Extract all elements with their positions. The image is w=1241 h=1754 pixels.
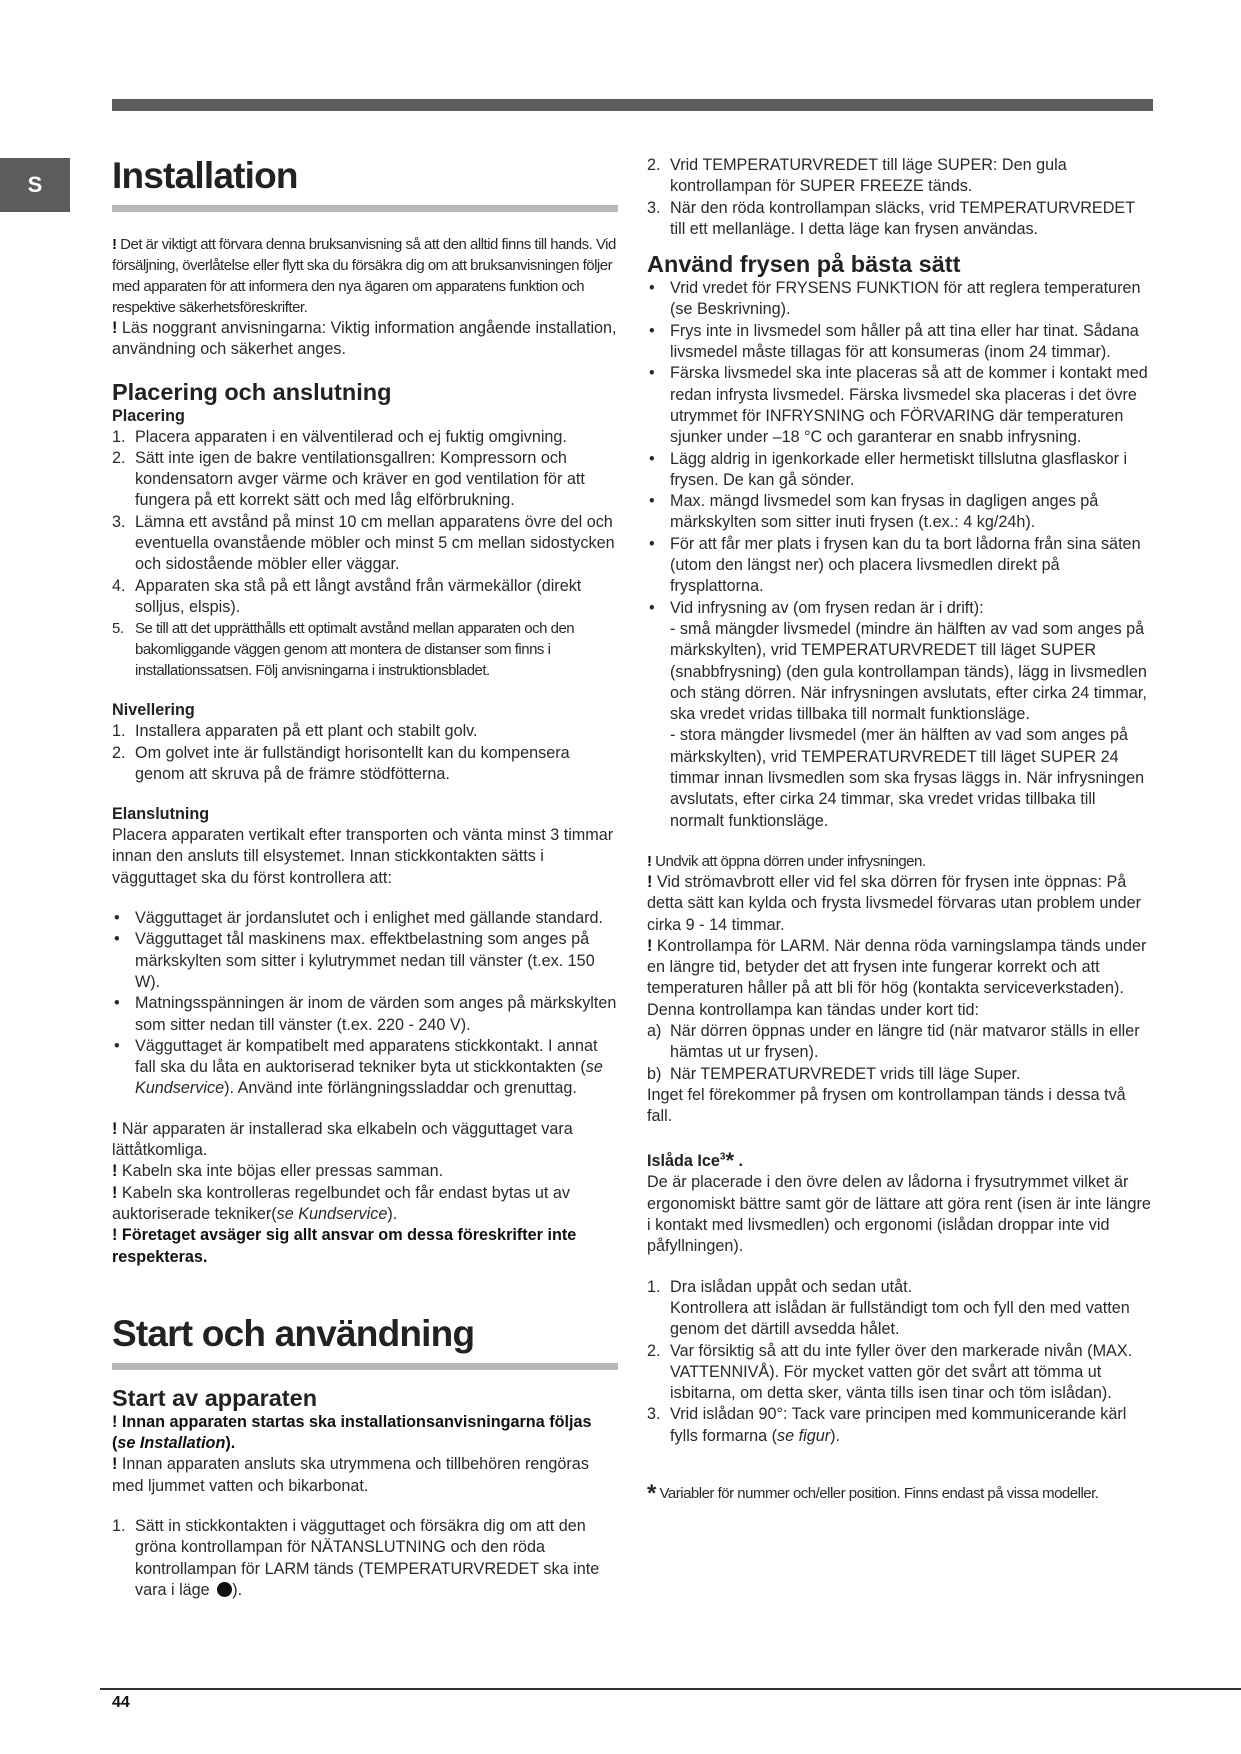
note-text: Kontrollampa för LARM. När denna röda varningslampa tänds under en längre tid, betyder det att frysen inte fungerar korrekt och att temperaturen håller på att bli för hög (kontakta serviceverkstaden). bbox=[647, 936, 1147, 998]
list-number: 2. bbox=[647, 156, 661, 174]
bullet-item bbox=[647, 598, 1153, 832]
placering-list bbox=[112, 427, 618, 682]
list-letter: b) bbox=[647, 1064, 662, 1083]
bullet-mark: • bbox=[649, 598, 655, 617]
bullet-mark: • bbox=[649, 534, 655, 553]
warning-text: Kabeln ska kontrolleras regelbundet och får endast bytas ut av auktoriserade tekniker( bbox=[112, 1183, 571, 1223]
list-number: 4. bbox=[112, 576, 126, 595]
left-column bbox=[112, 152, 618, 1601]
list-item bbox=[647, 198, 1153, 241]
kundservice-reference: se Kundservice bbox=[276, 1204, 388, 1223]
ice-title-text: Islåda Ice bbox=[647, 1152, 720, 1171]
warning-cable-access bbox=[112, 1119, 618, 1162]
footnote-text: Variabler för nummer och/eller position. Finns endast på vissa modeller. bbox=[655, 1485, 1099, 1503]
list-number: 2. bbox=[112, 743, 126, 762]
alarm-cases-summary: Inget fel förekommer på frysen om kontrollampan tänds i dessa två fall. bbox=[647, 1085, 1126, 1126]
list-number: 1. bbox=[112, 1516, 126, 1535]
start-cleaning-note bbox=[112, 1454, 618, 1497]
list-item bbox=[647, 1277, 1153, 1341]
list-item bbox=[112, 448, 618, 512]
bullet-mark: • bbox=[649, 321, 655, 340]
bullet-mark: • bbox=[649, 492, 655, 511]
ice-title bbox=[647, 1148, 1153, 1174]
bullet-item bbox=[112, 993, 618, 1036]
list-text: Var försiktig så att du inte fyller över den markerade nivån (MAX. VATTENNIVÅ). För mycket vatten gör det svårt att tömma ut isbitarna, om detta sker, vänta tills isen tinar och töm islådan). bbox=[670, 1341, 1133, 1403]
frysen-title: Använd frysen på bästa sätt bbox=[647, 251, 961, 278]
bullet-text: Lägg aldrig in igenkorkade eller hermetiskt tillslutna glasflaskor i frysen. De kan gå sönder. bbox=[670, 449, 1128, 489]
list-item bbox=[647, 1064, 1153, 1085]
alarm-lamp-continuation: Denna kontrollampa kan tändas under kort tid: bbox=[647, 1000, 980, 1019]
exclamation-mark: ! bbox=[647, 872, 653, 891]
list-item bbox=[112, 1516, 618, 1601]
list-text: När TEMPERATURVREDET vrids till läge Super. bbox=[670, 1064, 1021, 1083]
nivellering-title: Nivellering bbox=[112, 701, 195, 720]
installation-reference: se Installation bbox=[117, 1434, 226, 1453]
list-text: Placera apparaten i en välventilerad och ej fuktig omgivning. bbox=[135, 427, 567, 446]
ice-title-superscript: 3 bbox=[719, 1152, 726, 1164]
start-bold-text: ! Innan apparaten startas ska installationsanvisningarna följas ( bbox=[112, 1412, 592, 1453]
exclamation-mark: ! bbox=[112, 1119, 118, 1138]
warning-text-end: ). bbox=[387, 1204, 398, 1223]
placering-title: Placering och anslutning bbox=[112, 378, 392, 405]
bullet-text: Matningsspänningen är inom de värden som anges på märkskylten som sitter nedan till vänster (t.ex. 220 - 240 V). bbox=[135, 994, 617, 1034]
bullet-text-end: ). Använd inte förlängningssladdar och grenuttag. bbox=[224, 1079, 577, 1098]
bullet-item bbox=[647, 278, 1153, 321]
bullet-mark: • bbox=[114, 930, 120, 949]
ice-description: De är placerade i den övre delen av lådorna i frysutrymmet vilket är ergonomiskt bättre samt gör de lättare att göra rent (isen är inte längre i kontakt med livsmedlen) och ergonomi (islådan droppar inte vid påfyllningen). bbox=[647, 1173, 1151, 1256]
figure-reference: se figur bbox=[777, 1426, 831, 1445]
list-text: När den röda kontrollampan släcks, vrid TEMPERATURVREDET till ett mellanläge. I detta läge kan frysen användas. bbox=[670, 198, 1135, 238]
frysen-bullets bbox=[647, 278, 1153, 832]
list-text: När dörren öppnas under en längre tid (när matvaror ställs in eller hämtas ut ur frysen). bbox=[670, 1021, 1140, 1062]
elanslutning-intro: Placera apparaten vertikalt efter transporten och vänta minst 3 timmar innan den ansluts till elsystemet. Innan stickkontakten sätts i vägguttaget ska du först kontrollera att: bbox=[112, 826, 614, 887]
start-title-rule bbox=[112, 1363, 618, 1370]
bullet-item bbox=[647, 321, 1153, 364]
list-text: Dra islådan uppåt och sedan utåt. bbox=[670, 1277, 913, 1296]
list-number: 2. bbox=[647, 1341, 661, 1360]
nivellering-list bbox=[112, 721, 618, 785]
exclamation-mark: ! bbox=[112, 236, 117, 253]
list-number: 5. bbox=[112, 620, 124, 638]
note-avoid-opening bbox=[647, 851, 1153, 872]
list-text: Apparaten ska stå på ett långt avstånd från värmekällor (direkt solljus, elspis). bbox=[135, 576, 582, 616]
elanslutning-bullets bbox=[112, 908, 618, 1100]
exclamation-mark: ! bbox=[647, 936, 653, 955]
list-text: Sätt in stickkontakten i vägguttaget och försäkra dig om att den gröna kontrollampan för NÄTANSLUTNING och den röda kontrollampan för LARM tänds (TEMPERATURVREDET ska inte vara i läge bbox=[135, 1516, 600, 1599]
language-tab-label: S bbox=[27, 172, 43, 197]
installation-title-rule bbox=[112, 205, 618, 212]
warning-cable-check bbox=[112, 1183, 618, 1226]
exclamation-mark: ! bbox=[112, 1455, 118, 1474]
bullet-text: Vrid vredet för FRYSENS FUNKTION för att reglera temperaturen (se Beskrivning). bbox=[670, 279, 1141, 319]
footer-rule bbox=[100, 1688, 1241, 1690]
list-text: Sätt inte igen de bakre ventilationsgallren: Kompressorn och kondensatorn avger värme och kräver en god ventilation för att fungera på ett korrekt sätt och med låg elförbrukning. bbox=[135, 448, 585, 510]
bullet-text: Vid infrysning av (om frysen redan är i drift): bbox=[670, 598, 984, 617]
list-text: Vrid islådan 90°: Tack vare principen med kommunicerande kärl fylls formarna ( bbox=[670, 1405, 1127, 1445]
start-bold-text-end: ). bbox=[225, 1434, 236, 1453]
off-position-icon bbox=[217, 1582, 232, 1597]
list-item bbox=[112, 721, 618, 742]
list-number: 3. bbox=[647, 1405, 661, 1424]
note-text: Vid strömavbrott eller vid fel ska dörren för frysen inte öppnas: På detta sätt kan kylda och frysta livsmedel förvaras utan problem under cirka 9 - 14 timmar. bbox=[647, 872, 1141, 934]
list-item bbox=[112, 512, 618, 576]
bullet-item bbox=[647, 363, 1153, 448]
list-number: 3. bbox=[112, 512, 126, 531]
exclamation-mark: ! bbox=[647, 852, 652, 870]
list-text: Om golvet inte är fullständigt horisontellt kan du kompensera genom att skruva på de främre stödfötterna. bbox=[135, 743, 570, 783]
list-item bbox=[647, 1341, 1153, 1405]
list-number: 2. bbox=[112, 448, 126, 467]
start-list bbox=[112, 1516, 618, 1601]
list-number: 1. bbox=[647, 1277, 661, 1296]
list-item bbox=[112, 743, 618, 786]
bullet-mark: • bbox=[114, 994, 120, 1013]
bullet-mark: • bbox=[114, 1036, 120, 1055]
bullet-item bbox=[112, 908, 618, 929]
bullet-text: Vägguttaget är jordanslutet och i enlighet med gällande standard. bbox=[135, 909, 603, 928]
elanslutning-title: Elanslutning bbox=[112, 805, 210, 824]
list-letter: a) bbox=[647, 1021, 662, 1040]
bullet-text: Vägguttaget tål maskinens max. effektbelastning som anges på märkskylten som sitter i kylutrymmet nedan till vänster (t.ex. 150 W). bbox=[135, 930, 595, 991]
list-text-end: ). bbox=[232, 1580, 243, 1599]
top-rule bbox=[112, 99, 1153, 111]
list-item bbox=[647, 1404, 1153, 1447]
kundservice-reference: se Kundservice bbox=[135, 1058, 603, 1098]
list-item bbox=[647, 155, 1153, 198]
warning-cable-bend bbox=[112, 1161, 618, 1182]
right-column bbox=[647, 155, 1153, 1506]
page-number: 44 bbox=[112, 1694, 130, 1711]
installation-title: Installation bbox=[112, 155, 298, 196]
list-number: 1. bbox=[112, 427, 126, 446]
bullet-text: För att får mer plats i frysen kan du ta bort lådorna från sina säten (utom den längst ner) och placera livsmedlen direkt på frysplattorna. bbox=[670, 534, 1141, 596]
large-quantity-instruction: - stora mängder livsmedel (mer än hälften av vad som anges på märkskylten), vrid TEMPERATURVREDET till läget SUPER 24 timmar innan livsmedlen som ska frysas läggs in. När infrysningen avslutats, efter cirka 24 timmar, ska vredet vridas tillbaka till normalt funktionsläge. bbox=[670, 726, 1145, 830]
exclamation-mark: ! bbox=[112, 319, 118, 337]
ice-title-end: . bbox=[734, 1152, 744, 1171]
bullet-mark: • bbox=[649, 449, 655, 468]
disclaimer: ! Företaget avsäger sig allt ansvar om dessa föreskrifter inte respekteras. bbox=[112, 1226, 577, 1266]
language-tab bbox=[0, 158, 70, 212]
note-text: Undvik att öppna dörren under infrysningen. bbox=[651, 852, 926, 870]
list-item bbox=[112, 427, 618, 448]
bullet-text: Max. mängd livsmedel som kan frysas in dagligen anges på märkskylten som sitter inuti frysen (t.ex.: 4 kg/24h). bbox=[670, 492, 1099, 532]
start-list-continued bbox=[647, 155, 1153, 240]
bullet-mark: • bbox=[649, 364, 655, 383]
start-cleaning-text: Innan apparaten ansluts ska utrymmena och tillbehören rengöras med ljummet vatten och bikarbonat. bbox=[112, 1455, 589, 1495]
start-subtitle: Start av apparaten bbox=[112, 1384, 318, 1411]
exclamation-mark: ! bbox=[112, 1183, 118, 1202]
placering-subtitle: Placering bbox=[112, 406, 185, 425]
bullet-mark: • bbox=[114, 909, 120, 928]
intro-warning-2-text: Läs noggrant anvisningarna: Viktig information angående installation, användning och säkerhet anges. bbox=[112, 319, 617, 359]
warning-text: När apparaten är installerad ska elkabeln och vägguttaget vara lättåtkomliga. bbox=[112, 1119, 573, 1160]
note-power-failure bbox=[647, 872, 1153, 936]
start-bold-note bbox=[112, 1412, 618, 1455]
bullet-item bbox=[647, 534, 1153, 598]
list-item bbox=[647, 1021, 1153, 1064]
intro-warning-1 bbox=[112, 234, 618, 318]
asterisk-mark: * bbox=[725, 1148, 735, 1174]
asterisk-mark: * bbox=[647, 1480, 656, 1508]
list-text: Lämna ett avstånd på minst 10 cm mellan apparatens övre del och eventuella ovanstående möbler och minst 5 cm mellan sidostycken och sidostående möbler eller väggar. bbox=[135, 512, 615, 574]
list-number: 3. bbox=[647, 198, 661, 217]
bullet-item bbox=[647, 449, 1153, 492]
exclamation-mark: ! bbox=[112, 1162, 118, 1181]
bullet-item bbox=[647, 491, 1153, 534]
small-quantity-instruction: - små mängder livsmedel (mindre än hälften av vad som anges på märkskylten), vrid TEMPERATURVREDET till läget SUPER (snabbfrysning) (den gula kontrollampan tänds), lägg in livsmedlen och stäng dörren. När infrysningen avslutats, efter cirka 24 timmar, ska vredet vridas tillbaka till normalt funktionsläge. bbox=[670, 619, 1147, 724]
note-alarm-lamp bbox=[647, 936, 1153, 1000]
intro-warning-1-text: Det är viktigt att förvara denna bruksanvisning så att den alltid finns till hands. Vid försäljning, överlåtelse eller flytt ska du försäkra dig om att bruksanvisningen följer med apparaten för att informera den nya ägaren om apparatens funktion och respektive säkerhetsföreskrifter. bbox=[112, 236, 616, 316]
intro-warning-2 bbox=[112, 318, 618, 361]
footnote bbox=[647, 1481, 1153, 1506]
list-item bbox=[112, 576, 618, 619]
bullet-text: Frys inte in livsmedel som håller på att tina eller har tinat. Sådana livsmedel måste tillagas för att konsumeras (inom 24 timmar). bbox=[670, 321, 1139, 362]
list-text: Installera apparaten på ett plant och stabilt golv. bbox=[135, 722, 478, 741]
list-text: Se till att det upprätthålls ett optimalt avstånd mellan apparaten och den bakomliggande väggen genom att montera de distanser som finns i installationssatsen. Följ anvisningarna i instruktionsbladet. bbox=[135, 620, 575, 680]
bullet-text: Vägguttaget är kompatibelt med apparatens stickkontakt. I annat fall ska du låta en auktoriserad tekniker byta ut stickkontakten ( bbox=[135, 1036, 598, 1077]
ice-list bbox=[647, 1277, 1153, 1447]
list-number: 1. bbox=[112, 722, 126, 741]
list-text-end: ). bbox=[830, 1426, 841, 1445]
list-text-continuation: Kontrollera att islådan är fullständigt tom och fyll den med vatten genom det därtill avsedda hålet. bbox=[670, 1298, 1130, 1339]
bullet-item bbox=[112, 929, 618, 993]
bullet-item bbox=[112, 1036, 618, 1100]
warning-text: Kabeln ska inte böjas eller pressas samman. bbox=[117, 1162, 444, 1181]
bullet-text: Färska livsmedel ska inte placeras så att de kommer i kontakt med redan infrysta livsmedel. Färska livsmedel ska placeras i det övre utrymmet för INFRYSNING och FÖRVARING där temperaturen sjunker under –18 °C och garanterar en snabb infrysning. bbox=[670, 364, 1148, 447]
list-text: Vrid TEMPERATURVREDET till läge SUPER: Den gula kontrollampan för SUPER FREEZE tänds. bbox=[670, 156, 1067, 196]
alarm-cases-list bbox=[647, 1021, 1153, 1085]
list-item bbox=[112, 618, 618, 681]
start-title: Start och användning bbox=[112, 1312, 475, 1354]
bullet-mark: • bbox=[649, 279, 655, 298]
